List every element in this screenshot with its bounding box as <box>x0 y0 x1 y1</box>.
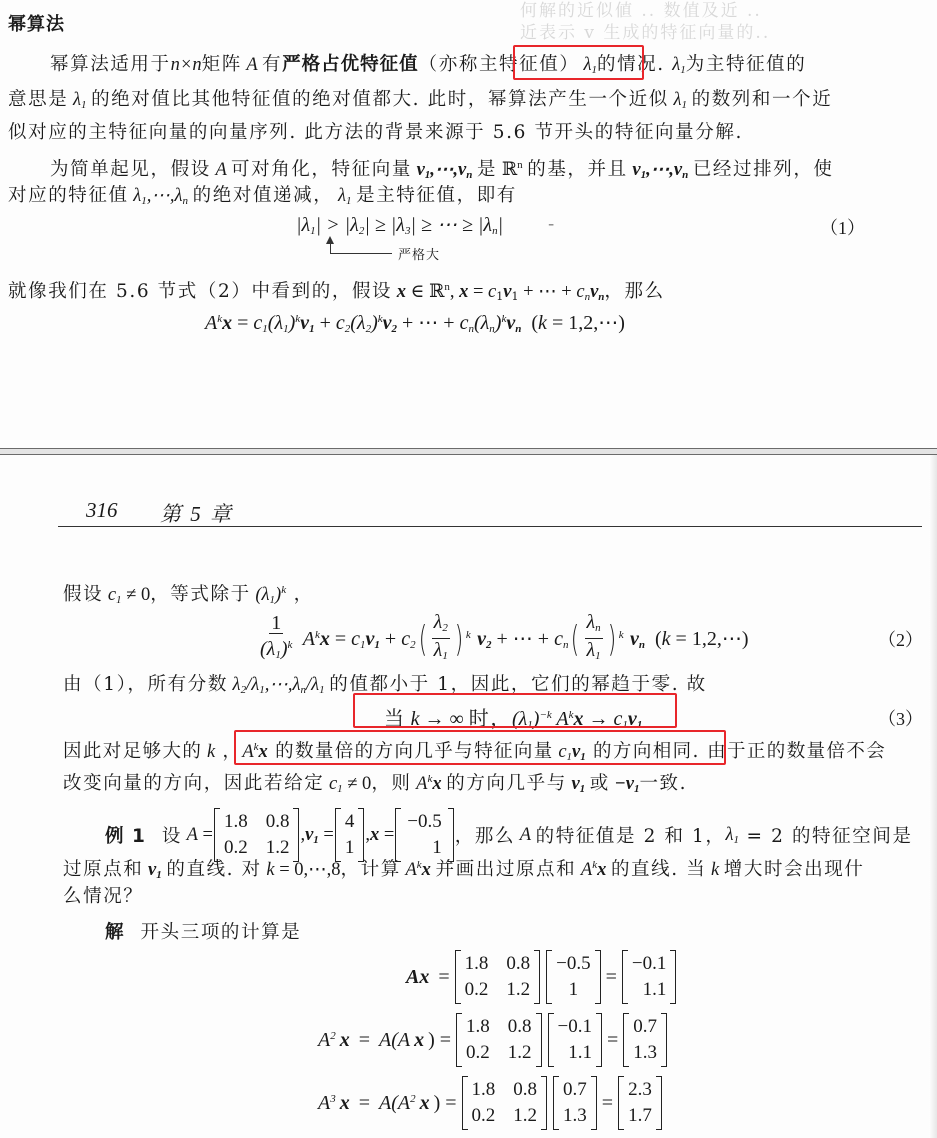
paragraph-line: 对应的特征值 $\lambda_1,\cdots,\lambda_n$ 的绝对值递减， $\lambda_1$ 是主特征值，即有 <box>8 185 517 207</box>
paragraph-line: 似对应的主特征向量的向量序列. 此方法的背景来源于 5.6 节开头的特征向量分解. <box>8 122 743 143</box>
equation-number: （3） <box>878 709 923 729</box>
solution-step-2: $A^2$ x = A(A x ) = 1.8 0.8 0.2 1.2 −0.1 1.1 = 0.7 1.3 <box>318 1013 668 1067</box>
highlight-box-limit-equation <box>353 693 677 728</box>
vector-x: −0.5 1 <box>395 808 453 862</box>
paragraph-line: 因此对足够大的 k ，$A^kx$ 的数量倍的方向几乎与特征向量 $c_1v_1$ 的方向相同. 由于正的数量倍不会 <box>63 741 887 763</box>
equation-3: 当 k → ∞ 时，$(\lambda_1)^{-k}$ $A^kx \to c_1v_1$ <box>384 706 643 731</box>
annotation-line <box>330 243 392 254</box>
scan-mark: - <box>548 214 556 235</box>
solution-line: 解 开头三项的计算是 <box>105 922 302 943</box>
header-rule <box>58 526 922 527</box>
section-title: 幂算法 <box>8 14 65 35</box>
annotation-label: 严格大 <box>398 248 441 263</box>
highlight-box-direction-statement <box>234 730 726 765</box>
equation-number: （1） <box>820 218 865 238</box>
page-number: 316 <box>86 498 118 522</box>
matrix-A: 1.8 0.8 0.2 1.2 <box>214 808 300 862</box>
solution-step-1: Ax = 1.8 0.8 0.2 1.2 −0.5 1 = −0.1 1.1 <box>406 950 677 1004</box>
bleed-through-text: 何解的近似値 .. 数值及近 .. <box>520 1 762 21</box>
paragraph-line: 改变向量的方向，因此若给定 $c_1 \ne 0$，则 $A^kx$ 的方向几乎与 $v_1$ 或 $-v_1$一致. <box>63 773 688 795</box>
paragraph-line: 意思是 $\lambda_1$ 的绝对值比其他特征值的绝对值都大. 此时，幂算法产生一个近似 $\lambda_1$ 的数列和一个近 <box>8 89 833 111</box>
paragraph-line: 假设 $c_1 \ne 0$，等式除于 $(\lambda_1)^k$ ， <box>63 584 314 606</box>
vector-v1: 4 1 <box>335 808 365 862</box>
solution-step-3: $A^3$ x = $A(A^2$ x ) = 1.8 0.8 0.2 1.2 0.7 1.3 = 2.3 1.7 <box>318 1076 663 1130</box>
highlight-box-dominant-eigenvalue <box>513 45 644 80</box>
paragraph-line: 幂算法适用于n×n矩阵 A 有严格占优特征值（亦称主特征值） $\lambda_1$的情况. $\lambda_1$为主特征值的 <box>50 54 807 76</box>
paragraph-line: 为简单起见，假设 A 可对角化，特征向量 $v_1,\cdots,v_n$ 是 ℝ$^n$ 的基，并且 $v_1,\cdots,v_n$ 已经过排列，使 <box>50 159 834 181</box>
equation-1: $|\lambda_1| > |\lambda_2| \ge |\lambda_3|$ ≥ ⋯ ≥ $|\lambda_n|$ <box>296 214 504 237</box>
paragraph-line: 过原点和 $v_1$ 的直线. 对 k = 0,⋯,8，计算 $A^kx$ 并画出过原点和 $A^kx$ 的直线. 当 k 增大时会出现什 <box>63 859 865 881</box>
equation-number: （2） <box>878 630 923 650</box>
chapter-label: 第 5 章 <box>160 502 233 526</box>
bold-term: 严格占优特征值 <box>282 54 419 75</box>
example-1: 例 1 设 A = 1.8 0.8 0.2 1.2 , $v_1$ = 4 1 , x = −0.5 1 ，那么 A 的特征值是 2 和 1， $\lambda_1$ = 2 的特征空间是 <box>105 808 913 862</box>
paragraph-line: 由（1），所有分数 $\lambda_2/\lambda_1,\cdots,\lambda_n/\lambda_1$ 的值都小于 1，因此，它们的幂趋于零. 故 <box>63 674 707 696</box>
page-edge-shadow <box>929 455 937 1138</box>
page-top <box>0 0 937 448</box>
equation-2: $\frac{1}{(\lambda_1)^k}$ $A^kx = c_1v_1 + c_2$( $\frac{\lambda_2}{\lambda_1}$ ) $^k$ $v_2$ + ⋯ + $c_n$( $\frac{\lambda_n}{\lambda_1}$ ) $^k$ $v_n$ (k = 1,2,⋯) <box>260 611 749 662</box>
bleed-through-text: 近表示 v 生成的特征向量的.. <box>520 23 771 43</box>
example-label: 例 1 <box>105 826 146 847</box>
paragraph-line: 就像我们在 5.6 节式（2）中看到的，假设 x ∈ ℝ$^n$, $x = c_1v_1$ + ⋯ + $c_nv_n$，那么 <box>8 281 665 303</box>
page-divider <box>0 448 937 455</box>
paragraph-line: 么情况？ <box>63 886 144 907</box>
equation-expansion: $A^kx = c_1(\lambda_1)^kv_1 + c_2(\lambda_2)^kv_2$ + ⋯ + $c_n(\lambda_n)^kv_n$ (k = 1,2,⋯) <box>205 312 625 335</box>
solution-label: 解 <box>105 922 125 943</box>
